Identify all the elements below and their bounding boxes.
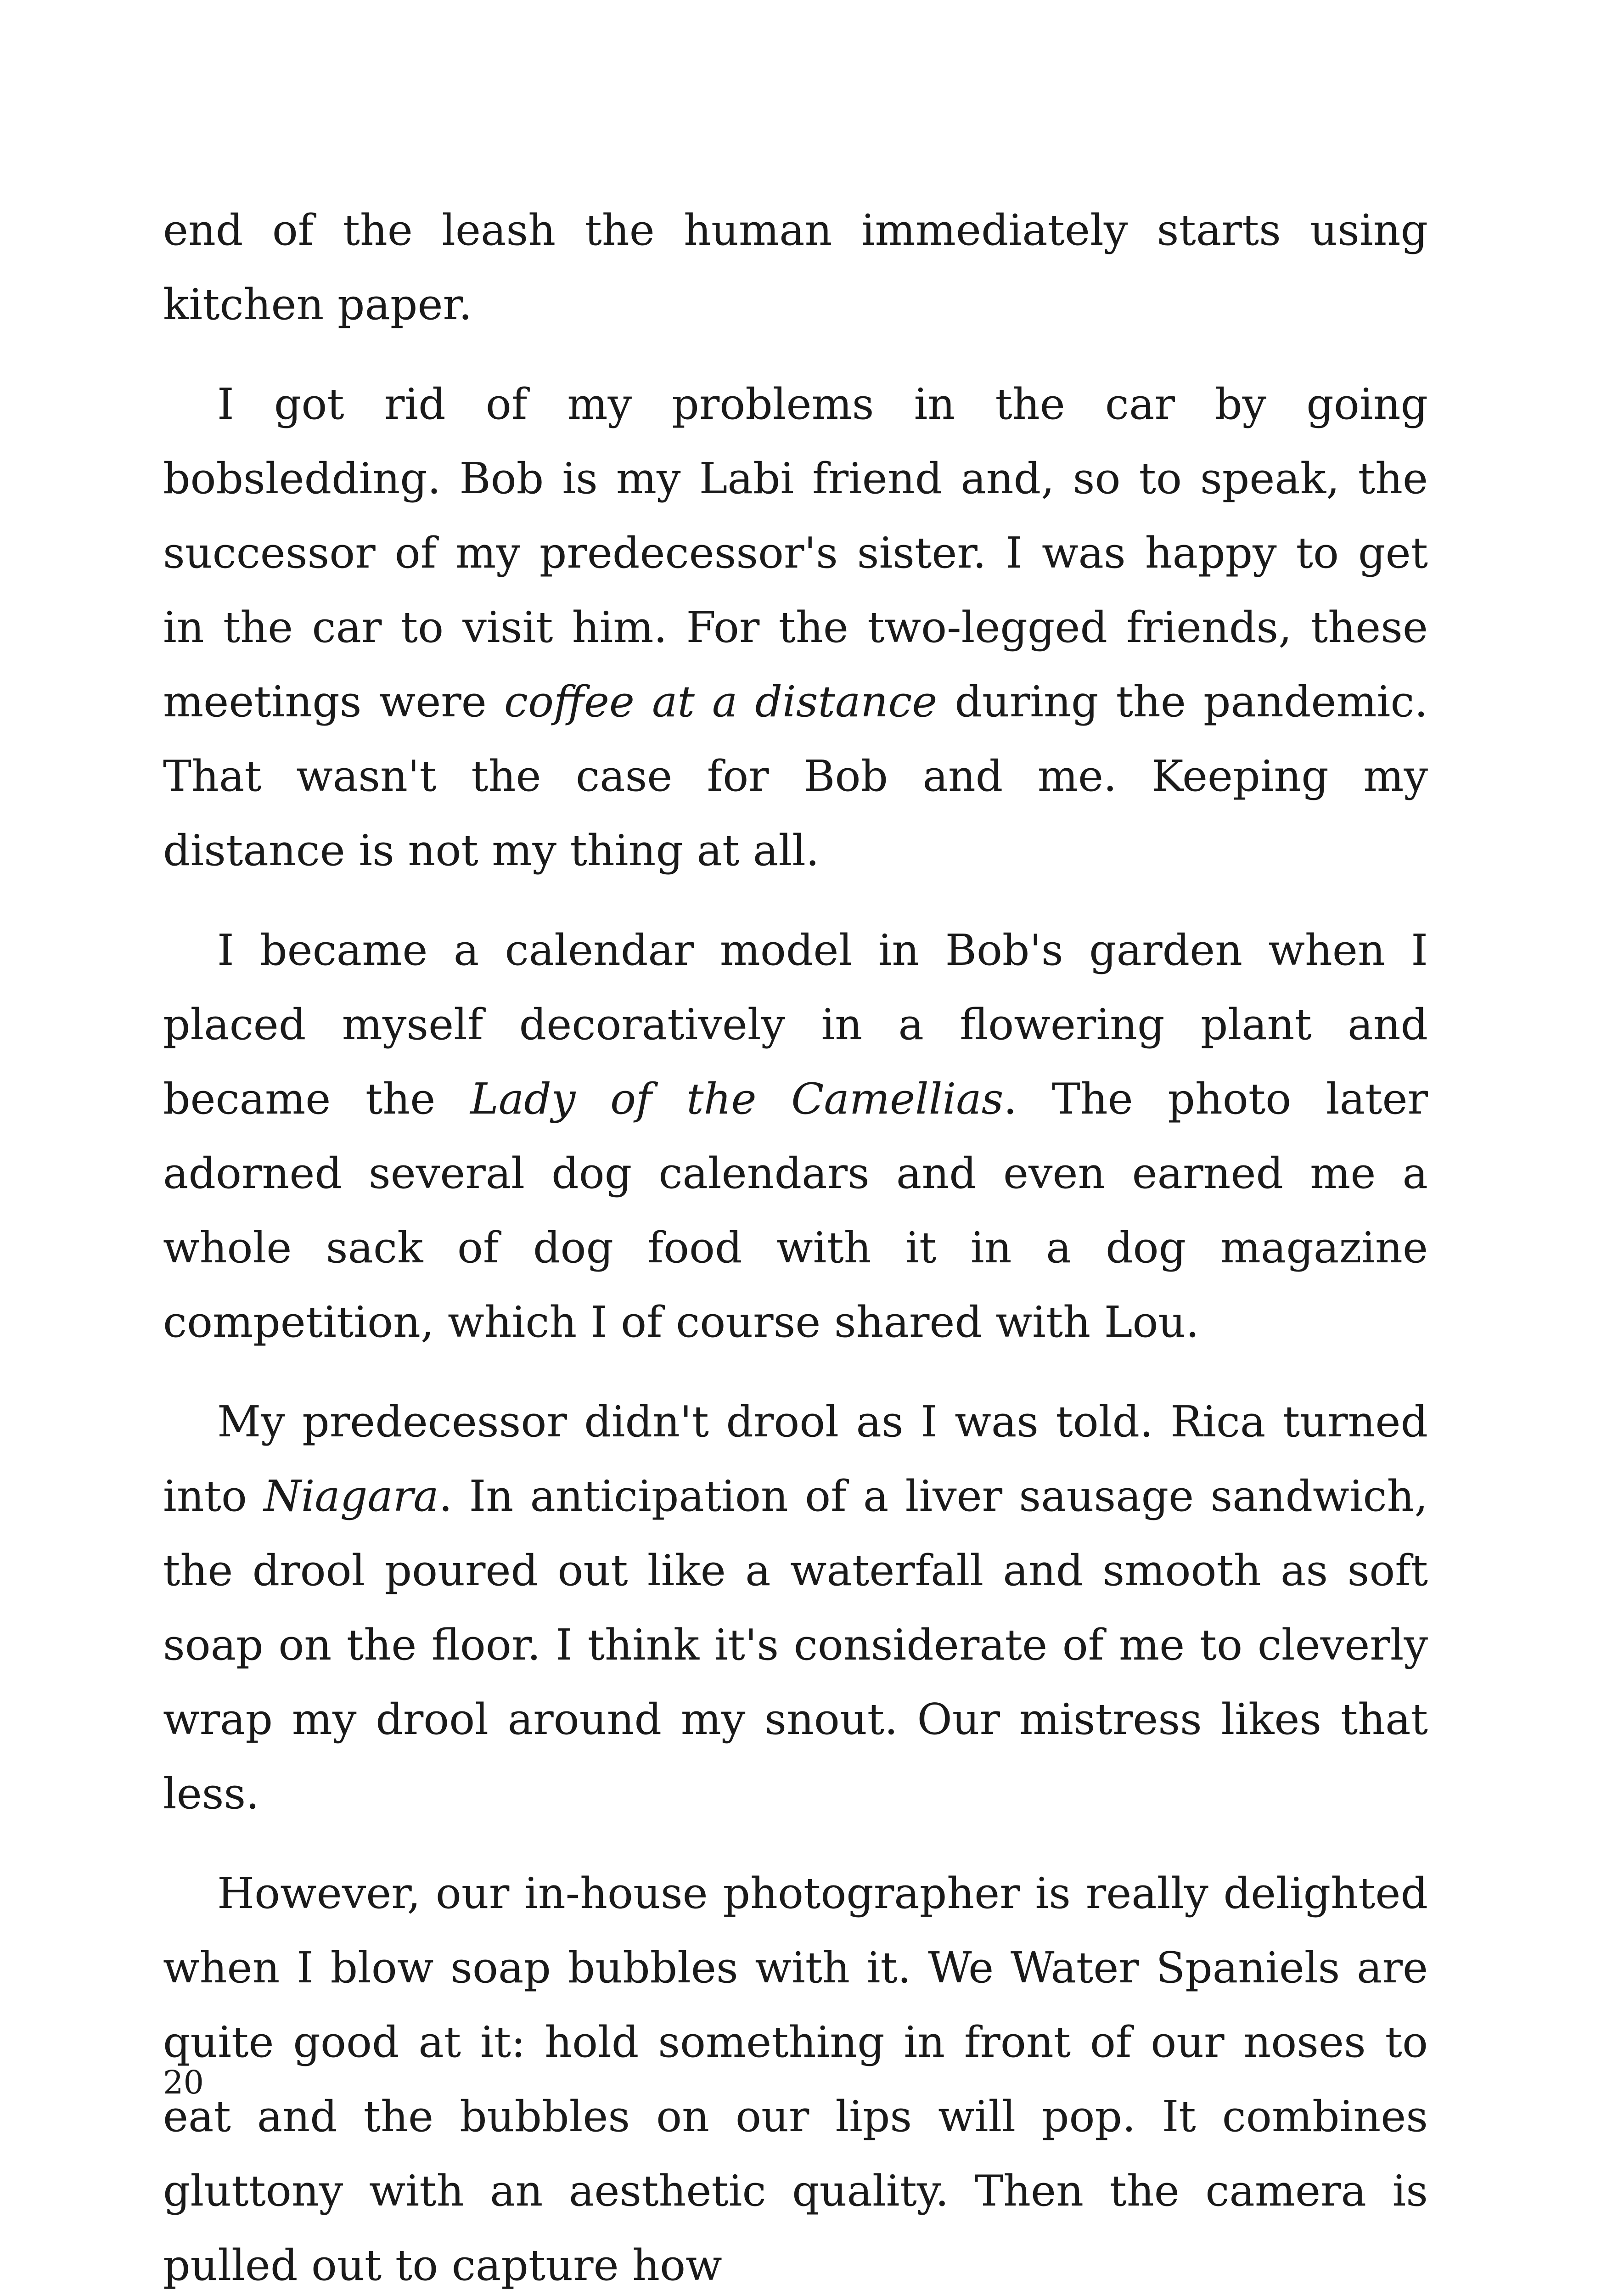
paragraph-bobsledding — [163, 367, 1428, 888]
italic-phrase: coffee at a distance — [504, 677, 938, 726]
paragraph-calendar-model — [163, 913, 1428, 1359]
text-segment: I became a calendar model in Bob's garden when I placed myself decoratively in a flowering plant and became the — [163, 925, 1428, 1124]
text-segment: during the pandemic. That wasn't the case for Bob and me. Keeping my distance is not my thing at all. — [163, 677, 1428, 875]
paragraph-drool — [163, 1384, 1428, 1831]
text-segment: end of the leash the human immediately starts using kitchen paper. — [163, 205, 1428, 329]
page-number: 20 — [163, 2064, 204, 2101]
text-segment: . In anticipation of a liver sausage sandwich, the drool poured out like a waterfall and smooth as soft soap on the floor. I think it's considerate of me to cleverly wrap my drool around my snout. Our mistress likes that less. — [163, 1471, 1428, 1818]
text-segment: I got rid of my problems in the car by going bobsledding. Bob is my Labi friend and, so to speak, the successor of my predecessor's sister. I was happy to get in the car to visit him. For the two-legged friends, these meetings were — [163, 379, 1428, 726]
text-segment: . The photo later adorned several dog calendars and even earned me a whole sack of dog food with it in a dog magazine competition, which I of course shared with Lou. — [163, 1074, 1428, 1347]
body-text — [163, 193, 1428, 2296]
text-segment: My predecessor didn't drool as I was told. Rica turned into — [163, 1397, 1428, 1521]
paragraph-continuation — [163, 193, 1428, 342]
paragraph-soap-bubbles — [163, 1856, 1428, 2296]
text-segment: However, our in-house photographer is really delighted when I blow soap bubbles with it. We Water Spaniels are quite good at it: hold something in front of our noses to eat and the bubbles on our lips will pop. It combines gluttony with an aesthetic quality. Then the camera is pulled out to capture how — [163, 1868, 1428, 2290]
italic-phrase: Lady of the Camellias — [470, 1074, 1004, 1124]
italic-phrase: Niagara — [264, 1471, 439, 1521]
